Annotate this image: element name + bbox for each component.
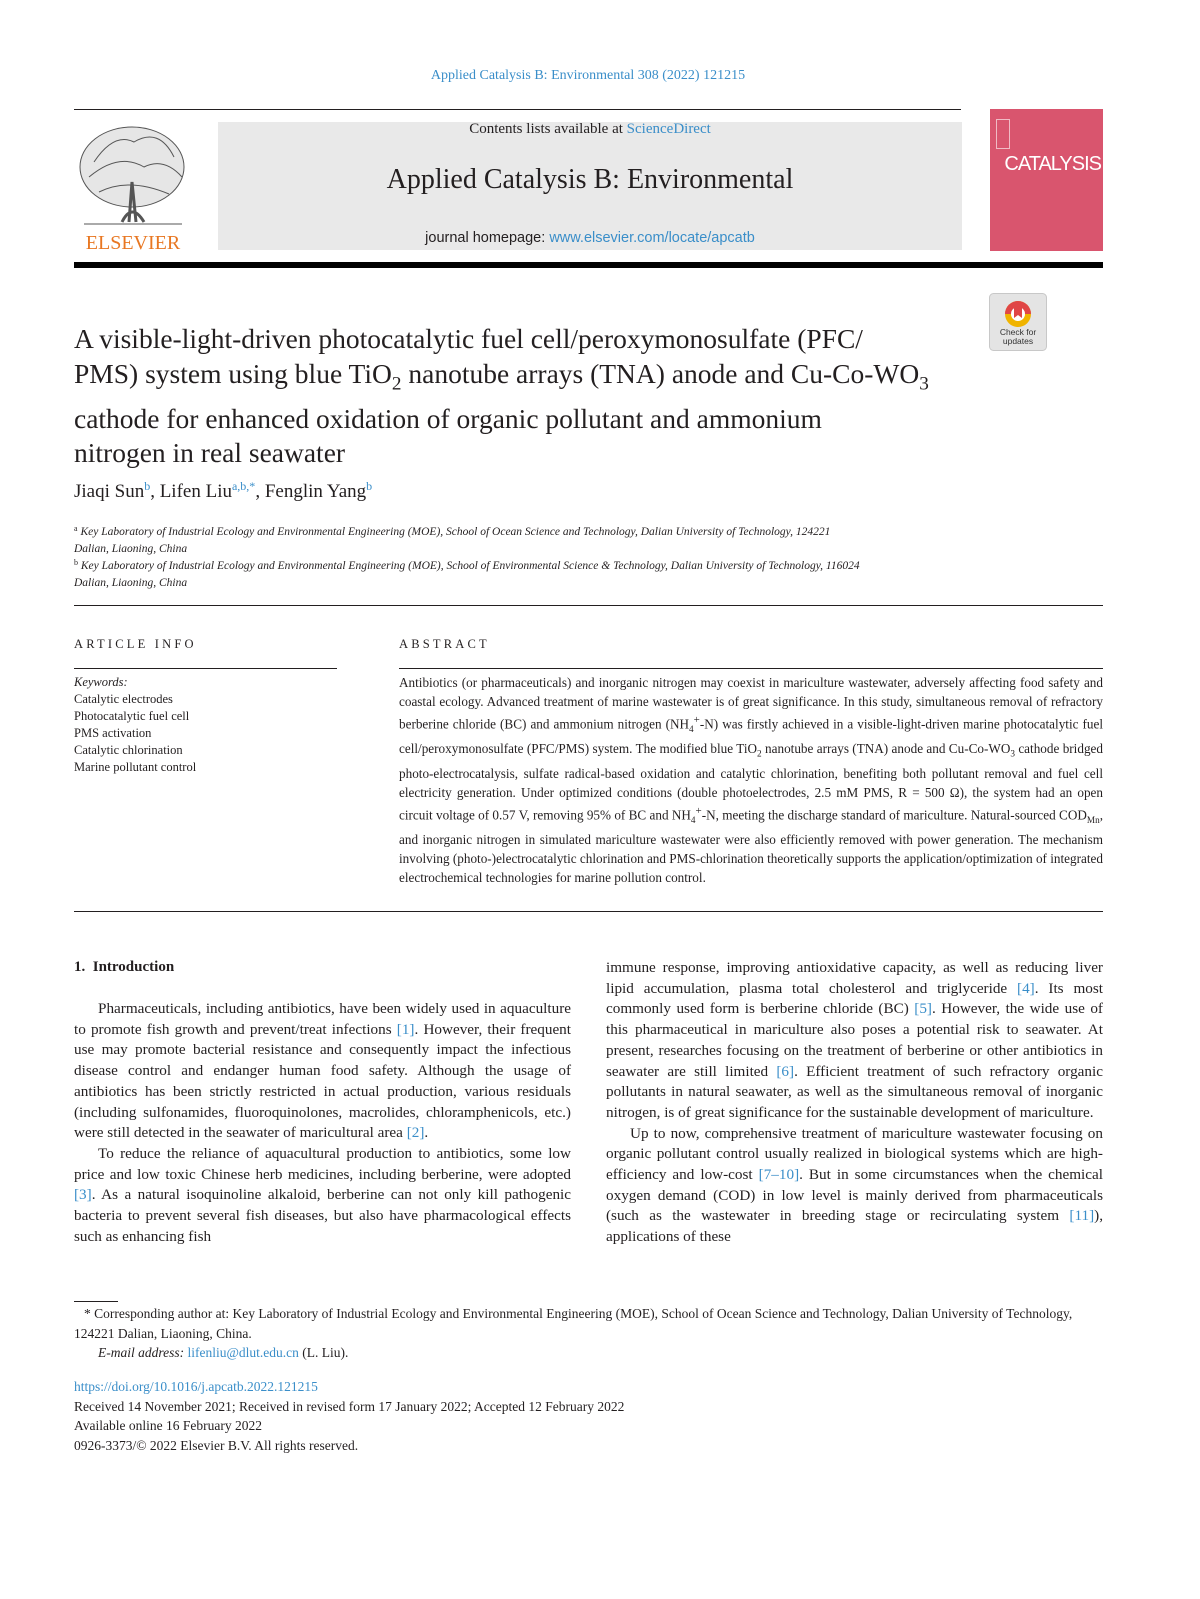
citation-link[interactable]: [6] xyxy=(776,1062,795,1080)
email-line: E-mail address: lifenliu@dlut.edu.cn (L. Liu). xyxy=(98,1345,349,1360)
elsevier-logo[interactable] xyxy=(74,122,192,252)
publisher-name: ELSEVIER xyxy=(85,232,181,252)
author-affiliation-mark[interactable]: a,b,* xyxy=(231,479,256,493)
doi-link[interactable]: https://doi.org/10.1016/j.apcatb.2022.121215 xyxy=(74,1379,318,1394)
citation-link[interactable]: [7–10] xyxy=(758,1166,800,1184)
section-rule xyxy=(74,605,1103,606)
journal-cover-thumbnail[interactable] xyxy=(990,109,1103,251)
cover-decoration xyxy=(996,119,1010,149)
citation-link[interactable]: [3] xyxy=(74,1186,92,1204)
keywords-block xyxy=(74,674,196,776)
keyword-item: PMS activation xyxy=(74,726,152,740)
citation-link[interactable]: [2] xyxy=(406,1124,425,1142)
publication-info xyxy=(74,1377,1104,1455)
author-name[interactable]: Fenglin Yang xyxy=(264,481,367,502)
check-updates-label: Check for updates xyxy=(999,327,1037,346)
footnote-rule xyxy=(74,1301,118,1302)
abstract-heading: ABSTRACT xyxy=(399,637,490,651)
available-online: Available online 16 February 2022 xyxy=(74,1418,262,1433)
author-name[interactable]: Lifen Liu xyxy=(159,481,232,502)
journal-title: Applied Catalysis B: Environmental xyxy=(386,164,794,195)
author-list: Jiaqi Sun$^b$, Lifen Liu$^{a,b,*}$, Fenglin Yang$^b$ xyxy=(74,479,373,502)
sciencedirect-link[interactable]: ScienceDirect xyxy=(626,121,711,137)
keywords-label: Keywords: xyxy=(74,675,128,689)
contents-line: Contents lists available at ScienceDirect xyxy=(469,121,711,137)
affiliation-b: $^b$ Key Laboratory of Industrial Ecology and Environmental Engineering (MOE), School of Environmental Science & Technology, Dalian University of Technology, 116024 Dalian, Liaoning, China xyxy=(74,558,860,589)
header-thick-rule xyxy=(74,262,1103,268)
author-name[interactable]: Jiaqi Sun xyxy=(74,481,145,502)
abstract-rule xyxy=(399,668,1103,669)
copyright: 0926-3373/© 2022 Elsevier B.V. All rights reserved. xyxy=(74,1437,359,1453)
keyword-item: Marine pollutant control xyxy=(74,760,197,774)
citation-link[interactable]: [5] xyxy=(914,1000,932,1018)
abstract-bottom-rule xyxy=(74,911,1103,912)
affiliation-a: $^a$ Key Laboratory of Industrial Ecology and Environmental Engineering (MOE), School of Ocean Science and Technology, Dalian University of Technology, 124221 Dalian, Liaoning, China xyxy=(74,524,831,555)
keyword-item: Catalytic electrodes xyxy=(74,692,173,706)
email-link[interactable]: lifenliu@dlut.edu.cn xyxy=(187,1345,299,1360)
section-heading-introduction: 1. Introduction xyxy=(74,959,175,975)
header-rule xyxy=(74,109,961,110)
journal-homepage: journal homepage: www.elsevier.com/locate/apcatb xyxy=(425,230,755,246)
citation-link[interactable]: [11] xyxy=(1069,1207,1095,1225)
body-column-right: immune response, improving antioxidative capacity, as well as reducing liver lipid accumulation, plasma total cholesterol and triglyceride [4]. Its most commonly used form is berberine chloride (BC) [5]. However, the wide use of this pharmaceutical in mariculture also poses a potential risk to seawater. At present, researches focusing on the treatment of berberine or other antibiotics in seawater are still limited [6]. Efficient treatment of such refractory organic pollutants in natural seawater, as well as the simultaneous removal of inorganic nitrogen, is of great significance for the sustainable development of mariculture. Up to now, comprehensive treatment of mariculture wastewater focusing on organic pollutant control usually realized in biological systems which are high-efficiency and low-cost [7–10]. But in some circumstances when the chemical oxygen demand (COD) in low level is mainly derived from pharmaceuticals (such as the wastewater in breeding stage or recirculating system [11]), applications of these xyxy=(606,959,1103,1246)
homepage-link[interactable]: www.elsevier.com/locate/apcatb xyxy=(549,230,755,246)
journal-reference[interactable]: Applied Catalysis B: Environmental 308 (2022) 121215 xyxy=(430,68,746,83)
cover-title: CATALYSIS xyxy=(1004,153,1101,175)
keyword-item: Catalytic chlorination xyxy=(74,743,183,757)
author-affiliation-mark[interactable]: b xyxy=(366,479,373,493)
citation-link[interactable]: [4] xyxy=(1017,979,1035,997)
check-for-updates-badge[interactable] xyxy=(989,293,1047,351)
article-info-heading: ARTICLE INFO xyxy=(74,637,197,651)
article-info-rule xyxy=(74,668,337,669)
body-column-left: Pharmaceuticals, including antibiotics, have been widely used in aquaculture to promote fish growth and prevent/treat infections [1]. However, their frequent use may promote bacterial resistance and consequently impact the infectious disease control and endanger human food safety. Although the usage of antibiotics has been strictly restricted in actual production, various residuals (including sulfonamides, fluoroquinolones, macrolides, chloramphenicols, etc.) were still detected in the seawater of maricultural area [2]. To reduce the reliance of aquacultural production to antibiotics, some low price and low toxic Chinese herb medicines, including berberine, were adopted [3]. As a natural isoquinoline alkaloid, berberine can not only kill pathogenic bacteria to prevent several fish diseases, but also have pharmacological effects such as enhancing fish xyxy=(74,1000,571,1245)
abstract-text: Antibiotics (or pharmaceuticals) and inorganic nitrogen may coexist in mariculture wastewater, adversely affecting food safety and coastal ecology. Advanced treatment of marine wastewater is of great significance. In this study, simultaneous removal of refractory berberine chloride (BC) and ammonium nitrogen $(NH_4^+-N)$ was firstly achieved in a visible-light-driven marine photocatalytic fuel cell/peroxymonosulfate (PFC/PMS) system. The modified blue TiO$_2$ nanotube arrays (TNA) anode and $Cu-Co-WO_3$ cathode bridged photo-electrocatalysis, sulfate radical-based oxidation and catalytic chlorination, benefiting both pollutant removal and fuel cell electricity generation. Under optimized conditions (double photoelectrodes, 2.5 mM PMS, R = 500 Ω), the system had an open circuit voltage of 0.57 V, removing 95% of BC and $NH_4^+-N$, meeting the discharge standard of mariculture. Natural-sourced $COD_{Mn}$, and inorganic nitrogen in simulated mariculture wastewater were also efficiently removed with power generation. The mechanism involving (photo-)electrocatalytic chlorination and PMS-chlorination theoretically supports the application/optimization of integrated electrochemical technologies for marine pollution control. xyxy=(399,675,1103,885)
author-affiliation-mark[interactable]: b xyxy=(144,479,151,493)
received-dates: Received 14 November 2021; Received in revised form 17 January 2022; Accepted 12 February 2022 xyxy=(74,1398,625,1414)
corresponding-author-note: * Corresponding author at: Key Laboratory of Industrial Ecology and Environmental Engineering (MOE), School of Ocean Science and Technology, Dalian University of Technology, 124221 Dalian, Liaoning, China. E-mail address: lifenliu@dlut.edu.cn (L. Liu). xyxy=(74,1304,1104,1363)
citation-link[interactable]: [1] xyxy=(396,1020,415,1038)
keyword-item: Photocatalytic fuel cell xyxy=(74,709,190,723)
article-title: A visible-light-driven photocatalytic fuel cell/peroxymonosulfate (PFC/ PMS) system using blue TiO$_2$ nanotube arrays (TNA) anode and $Cu-Co-WO_3$ cathode for enhanced oxidation of organic pollutant and ammonium nitrogen in real seawater xyxy=(74,323,929,468)
